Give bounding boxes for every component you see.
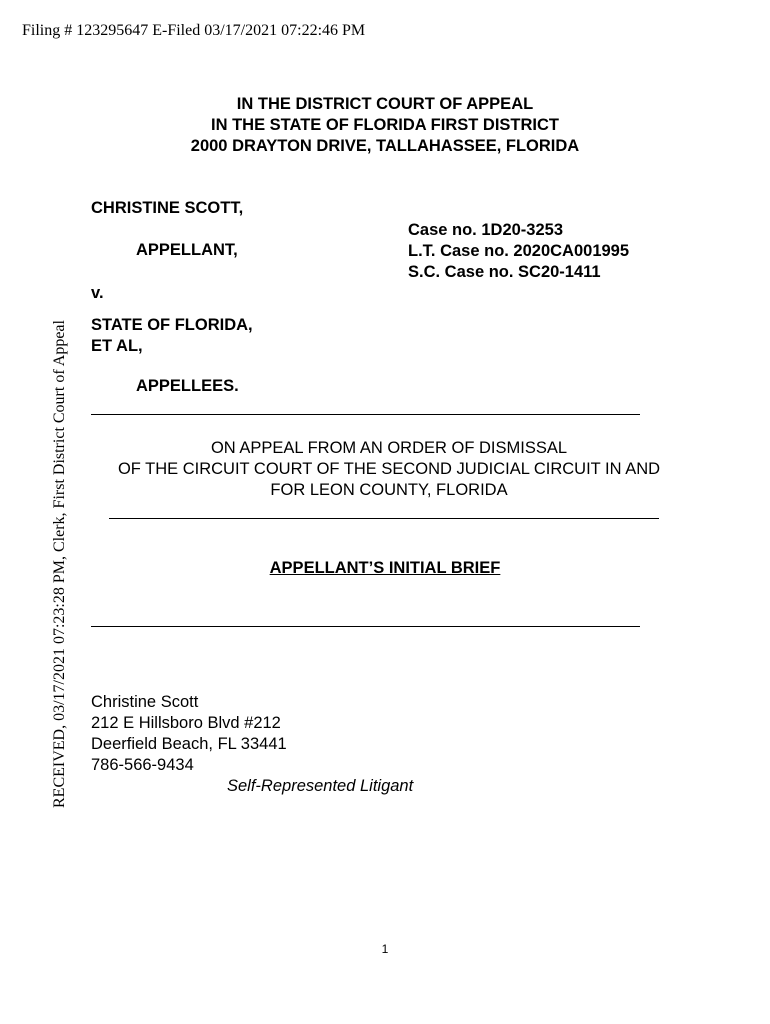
filing-stamp: Filing # 123295647 E-Filed 03/17/2021 07:22:46 PM xyxy=(22,22,366,39)
court-header-line-1: IN THE DISTRICT COURT OF APPEAL xyxy=(236,95,534,113)
filer-role: Self-Represented Litigant xyxy=(227,777,414,795)
appellant-role: APPELLANT, xyxy=(136,241,238,259)
appellant-name: CHRISTINE SCOTT, xyxy=(91,199,244,217)
versus-label: v. xyxy=(91,284,104,302)
case-numbers xyxy=(408,220,629,283)
court-header-line-3: 2000 DRAYTON DRIVE, TALLAHASSEE, FLORIDA xyxy=(190,137,580,155)
filer-address-line-1: 212 E Hillsboro Blvd #212 xyxy=(91,714,281,732)
appellee-name-line-1: STATE OF FLORIDA, xyxy=(91,316,253,334)
caption-divider-rule xyxy=(91,414,640,415)
appeal-description-line-1: ON APPEAL FROM AN ORDER OF DISMISSAL xyxy=(210,439,568,457)
court-header xyxy=(0,94,770,157)
received-stamp: RECEIVED, 03/17/2021 07:23:28 PM, Clerk, First District Court of Appeal xyxy=(51,320,68,808)
case-number: Case no. 1D20-3253 xyxy=(408,221,564,239)
appeal-description-line-3: FOR LEON COUNTY, FLORIDA xyxy=(270,481,508,499)
appeal-description xyxy=(0,438,770,501)
appellee-role: APPELLEES. xyxy=(136,377,239,395)
page-number: 1 xyxy=(381,942,389,956)
filer-contact-block xyxy=(91,692,287,776)
lower-tribunal-case-number: L.T. Case no. 2020CA001995 xyxy=(408,242,630,260)
appellee-name-line-2: ET AL, xyxy=(91,337,143,355)
court-header-line-2: IN THE STATE OF FLORIDA FIRST DISTRICT xyxy=(210,116,559,134)
appeal-description-line-2: OF THE CIRCUIT COURT OF THE SECOND JUDICIAL CIRCUIT IN AND xyxy=(117,460,661,478)
filer-name: Christine Scott xyxy=(91,693,199,711)
supreme-court-case-number: S.C. Case no. SC20-1411 xyxy=(408,263,601,281)
title-divider-rule xyxy=(91,626,640,627)
brief-title: APPELLANT’S INITIAL BRIEF xyxy=(269,559,501,577)
filer-address-line-2: Deerfield Beach, FL 33441 xyxy=(91,735,287,753)
appeal-divider-rule xyxy=(109,518,659,519)
filer-phone: 786-566-9434 xyxy=(91,756,194,774)
